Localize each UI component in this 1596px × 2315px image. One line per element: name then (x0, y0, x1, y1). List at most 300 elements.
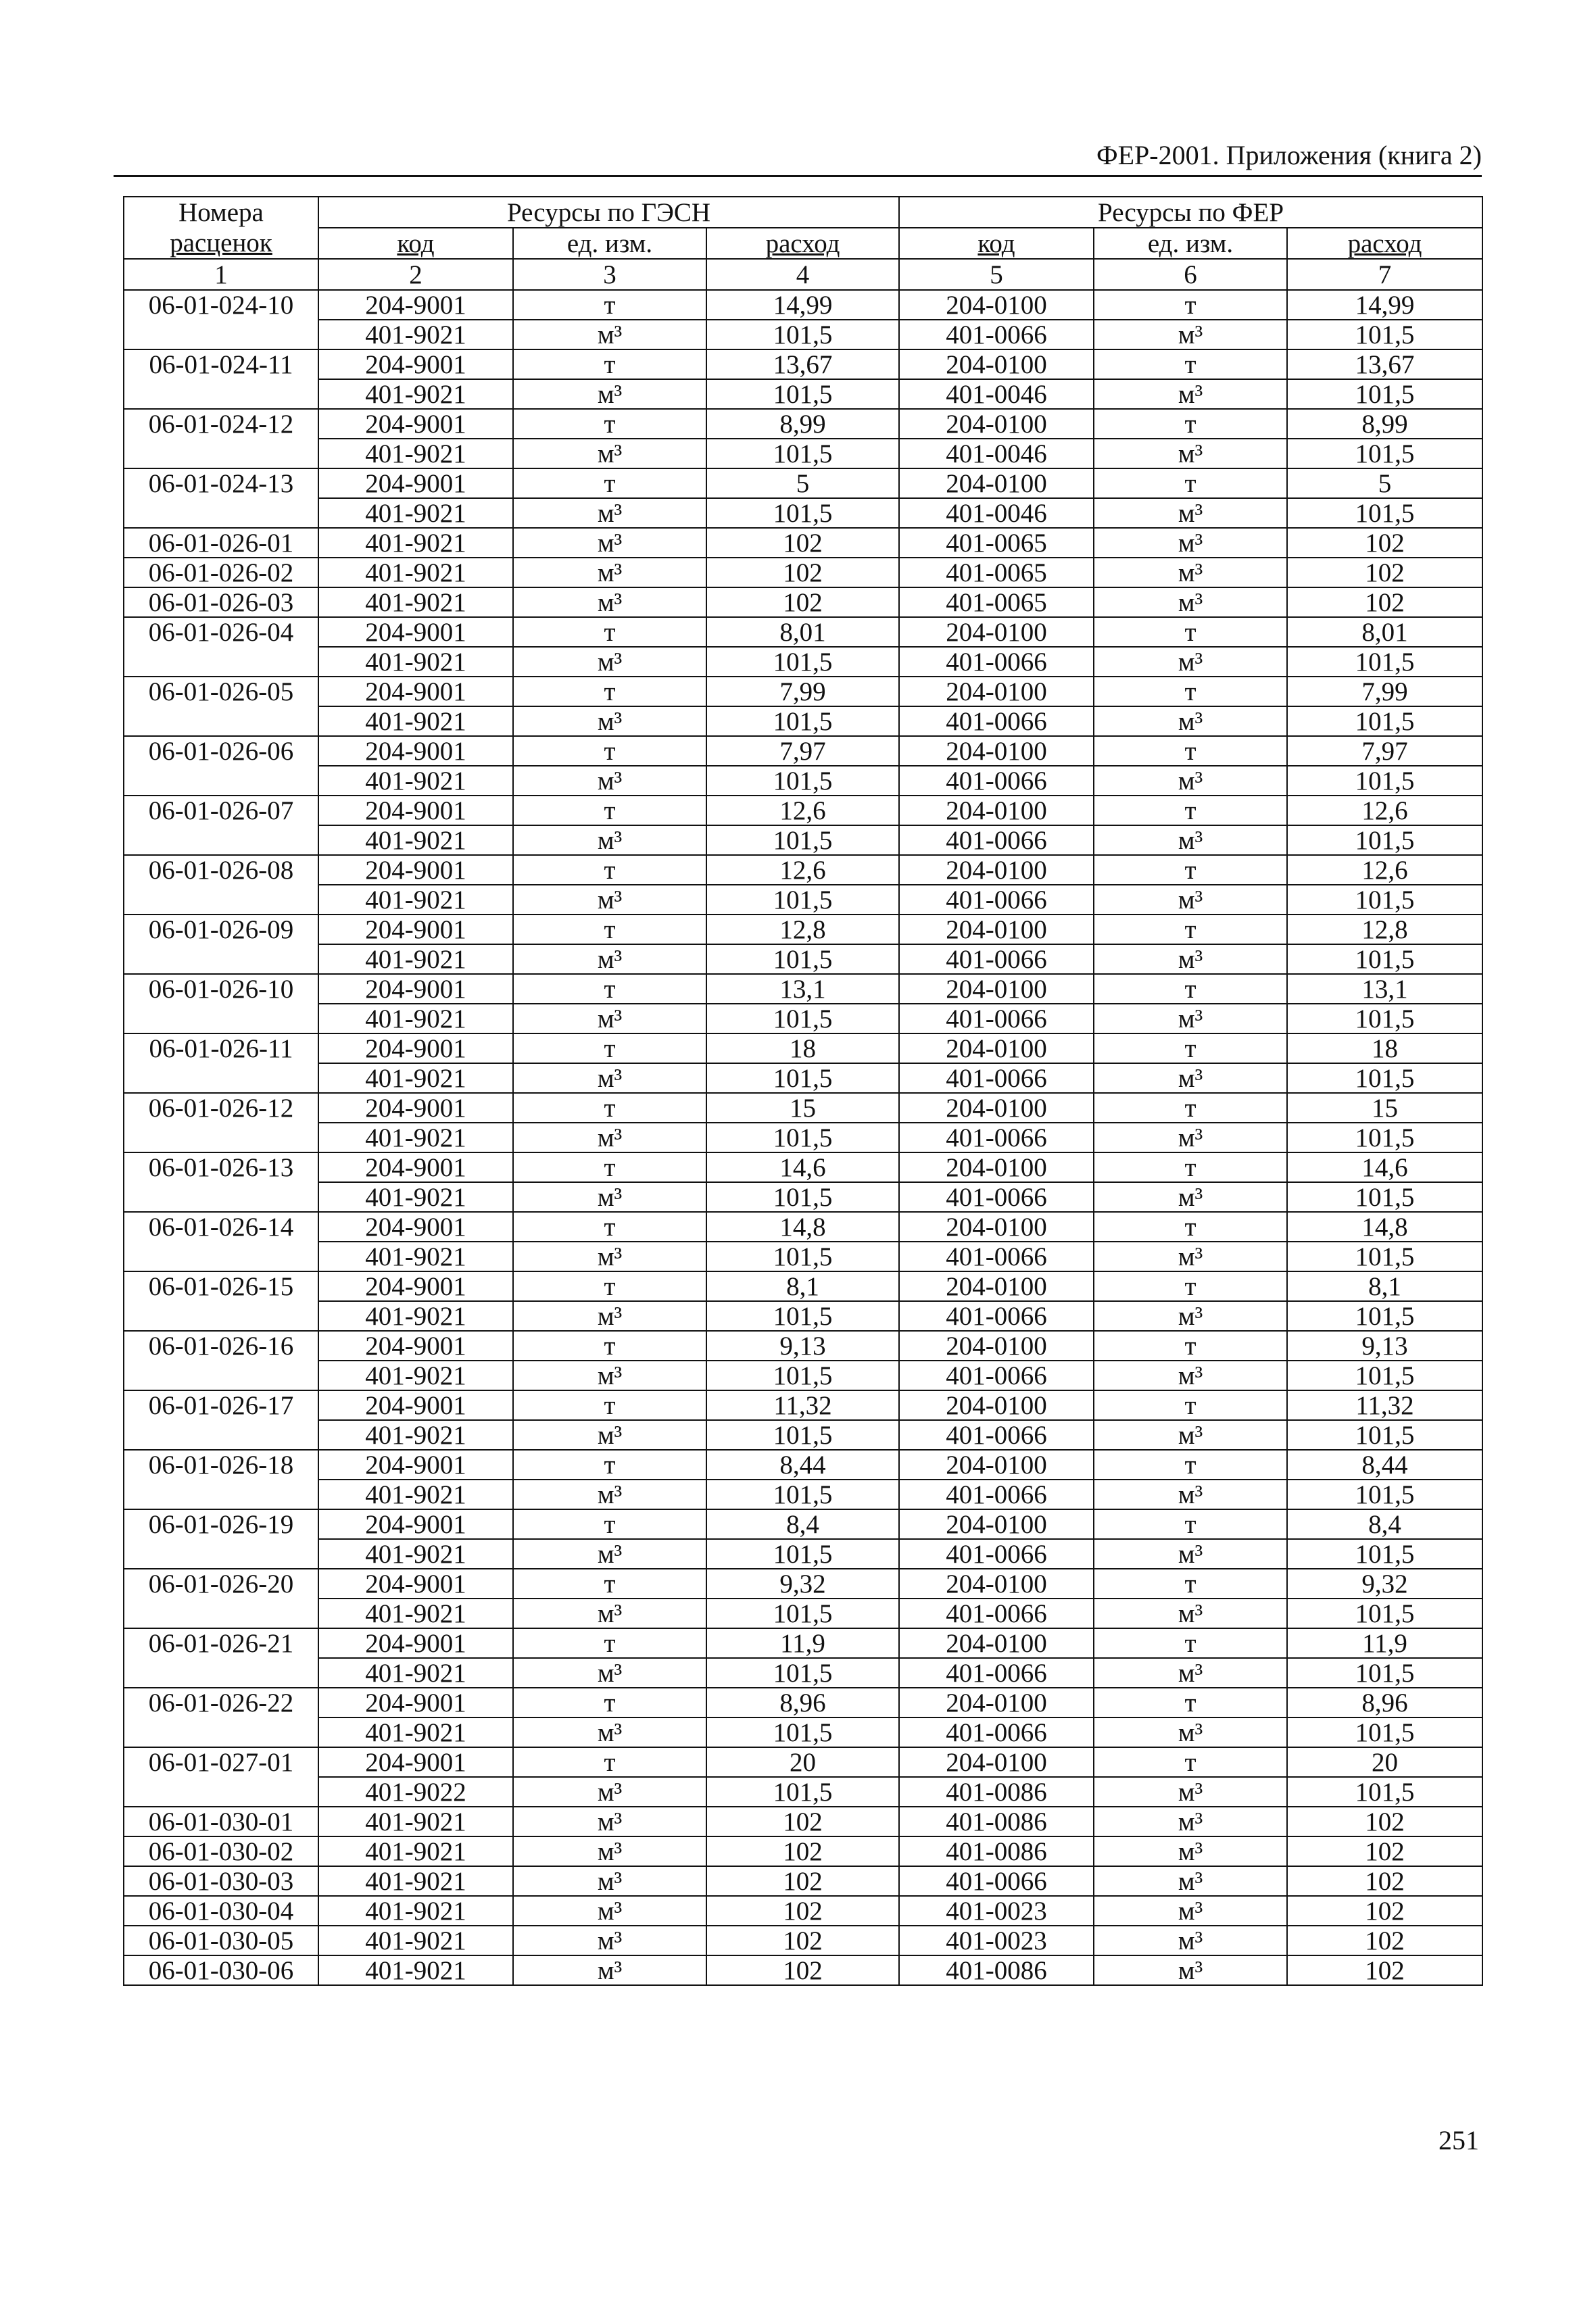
cell-fer-code: 401-0066 (899, 885, 1094, 915)
table-row (124, 617, 1482, 647)
cell-gesn-code: 204-9001 (318, 915, 513, 944)
cell-gesn-amount: 14,8 (706, 1212, 899, 1242)
rate-number-continued (124, 1004, 318, 1033)
page-number: 251 (1438, 2125, 1479, 2155)
rate-number: 06-01-026-05 (124, 677, 318, 706)
cell-gesn-code: 401-9021 (318, 558, 513, 587)
cell-gesn-code: 401-9021 (318, 1658, 513, 1688)
cell-gesn-amount: 12,6 (706, 796, 899, 825)
cell-gesn-unit: т (513, 1152, 706, 1182)
cell-gesn-unit: м³ (513, 1896, 706, 1926)
table-row (124, 587, 1482, 617)
table-row (124, 915, 1482, 944)
cell-fer-code: 401-0066 (899, 1420, 1094, 1450)
cell-gesn-code: 401-9021 (318, 1896, 513, 1926)
cell-fer-unit: м³ (1094, 1926, 1287, 1955)
cell-fer-amount: 102 (1287, 1926, 1482, 1955)
cell-fer-code: 401-0066 (899, 1182, 1094, 1212)
cell-gesn-code: 204-9001 (318, 974, 513, 1004)
cell-fer-amount: 101,5 (1287, 320, 1482, 349)
cell-gesn-unit: т (513, 349, 706, 379)
cell-fer-unit: м³ (1094, 1658, 1287, 1688)
cell-fer-code: 204-0100 (899, 1093, 1094, 1123)
rate-number: 06-01-024-11 (124, 349, 318, 379)
cell-fer-amount: 101,5 (1287, 1717, 1482, 1747)
table-row (124, 677, 1482, 706)
rate-number: 06-01-026-07 (124, 796, 318, 825)
rate-number: 06-01-026-08 (124, 855, 318, 885)
cell-gesn-unit: м³ (513, 1599, 706, 1628)
cell-fer-unit: т (1094, 1271, 1287, 1301)
cell-gesn-unit: м³ (513, 647, 706, 677)
cell-gesn-code: 204-9001 (318, 1747, 513, 1777)
table-row (124, 706, 1482, 736)
rate-number-continued (124, 1539, 318, 1569)
cell-gesn-unit: т (513, 1212, 706, 1242)
table-row (124, 290, 1482, 320)
cell-fer-code: 401-0066 (899, 1123, 1094, 1152)
cell-gesn-code: 401-9021 (318, 1599, 513, 1628)
cell-gesn-amount: 101,5 (706, 439, 899, 468)
cell-gesn-amount: 14,6 (706, 1152, 899, 1182)
header-rule (114, 175, 1482, 177)
cell-gesn-unit: м³ (513, 439, 706, 468)
cell-gesn-amount: 101,5 (706, 1063, 899, 1093)
rate-number: 06-01-030-02 (124, 1836, 318, 1866)
table-row (124, 1123, 1482, 1152)
cell-gesn-unit: т (513, 1628, 706, 1658)
cell-fer-amount: 101,5 (1287, 1480, 1482, 1509)
cell-gesn-unit: т (513, 1331, 706, 1361)
cell-fer-unit: т (1094, 796, 1287, 825)
cell-fer-amount: 9,13 (1287, 1331, 1482, 1361)
rate-number-continued (124, 1242, 318, 1271)
cell-fer-amount: 102 (1287, 1896, 1482, 1926)
cell-gesn-amount: 101,5 (706, 825, 899, 855)
cell-gesn-amount: 101,5 (706, 647, 899, 677)
rate-number-continued (124, 498, 318, 528)
cell-gesn-unit: м³ (513, 1123, 706, 1152)
rate-number: 06-01-024-13 (124, 468, 318, 498)
cell-gesn-unit: м³ (513, 706, 706, 736)
cell-fer-unit: т (1094, 677, 1287, 706)
table-row (124, 944, 1482, 974)
rate-number: 06-01-030-06 (124, 1955, 318, 1985)
cell-gesn-code: 204-9001 (318, 617, 513, 647)
cell-fer-unit: м³ (1094, 1777, 1287, 1807)
table-row (124, 1271, 1482, 1301)
col-num-4: 4 (706, 259, 899, 290)
cell-fer-unit: м³ (1094, 1836, 1287, 1866)
cell-fer-unit: т (1094, 1688, 1287, 1717)
cell-fer-unit: м³ (1094, 587, 1287, 617)
cell-gesn-unit: т (513, 796, 706, 825)
cell-gesn-amount: 101,5 (706, 1599, 899, 1628)
cell-fer-unit: м³ (1094, 1599, 1287, 1628)
cell-fer-unit: т (1094, 915, 1287, 944)
cell-gesn-code: 401-9021 (318, 1182, 513, 1212)
cell-fer-unit: м³ (1094, 1301, 1287, 1331)
rate-number: 06-01-030-04 (124, 1896, 318, 1926)
cell-fer-code: 401-0066 (899, 766, 1094, 796)
cell-fer-code: 401-0046 (899, 379, 1094, 409)
cell-gesn-amount: 101,5 (706, 498, 899, 528)
cell-gesn-unit: т (513, 290, 706, 320)
cell-fer-code: 204-0100 (899, 468, 1094, 498)
cell-gesn-code: 401-9021 (318, 1717, 513, 1747)
rate-number: 06-01-026-18 (124, 1450, 318, 1480)
rate-number: 06-01-030-01 (124, 1807, 318, 1836)
cell-gesn-amount: 14,99 (706, 290, 899, 320)
cell-gesn-code: 401-9021 (318, 1926, 513, 1955)
table-row (124, 1182, 1482, 1212)
cell-gesn-unit: м³ (513, 1836, 706, 1866)
cell-gesn-unit: т (513, 736, 706, 766)
cell-fer-amount: 101,5 (1287, 498, 1482, 528)
cell-fer-unit: т (1094, 1331, 1287, 1361)
col-num-7: 7 (1287, 259, 1482, 290)
cell-gesn-amount: 101,5 (706, 1182, 899, 1212)
table-row (124, 1569, 1482, 1599)
cell-fer-amount: 101,5 (1287, 1063, 1482, 1093)
cell-fer-unit: м³ (1094, 498, 1287, 528)
cell-fer-code: 401-0066 (899, 944, 1094, 974)
cell-fer-amount: 20 (1287, 1747, 1482, 1777)
cell-gesn-amount: 102 (706, 1896, 899, 1926)
cell-fer-code: 204-0100 (899, 915, 1094, 944)
table-row (124, 1152, 1482, 1182)
table-row (124, 1658, 1482, 1688)
cell-gesn-amount: 101,5 (706, 1242, 899, 1271)
cell-gesn-amount: 13,1 (706, 974, 899, 1004)
col-header-fer-code: код (899, 228, 1094, 259)
cell-gesn-code: 401-9021 (318, 439, 513, 468)
cell-fer-amount: 8,01 (1287, 617, 1482, 647)
cell-fer-unit: т (1094, 855, 1287, 885)
cell-gesn-unit: м³ (513, 1539, 706, 1569)
cell-gesn-unit: т (513, 409, 706, 439)
cell-fer-code: 401-0066 (899, 706, 1094, 736)
cell-fer-code: 204-0100 (899, 1331, 1094, 1361)
table-row (124, 320, 1482, 349)
rate-number: 06-01-026-06 (124, 736, 318, 766)
cell-gesn-amount: 18 (706, 1033, 899, 1063)
cell-fer-amount: 12,6 (1287, 855, 1482, 885)
table-row (124, 1688, 1482, 1717)
table-row (124, 855, 1482, 885)
cell-fer-unit: т (1094, 1450, 1287, 1480)
cell-fer-unit: м³ (1094, 1955, 1287, 1985)
cell-fer-amount: 101,5 (1287, 1777, 1482, 1807)
cell-fer-amount: 101,5 (1287, 1599, 1482, 1628)
cell-gesn-code: 401-9021 (318, 1361, 513, 1390)
cell-fer-unit: м³ (1094, 528, 1287, 558)
cell-gesn-amount: 101,5 (706, 706, 899, 736)
rate-number-continued (124, 1361, 318, 1390)
cell-fer-code: 401-0066 (899, 320, 1094, 349)
cell-gesn-code: 401-9021 (318, 320, 513, 349)
rate-number: 06-01-026-09 (124, 915, 318, 944)
table-row (124, 1390, 1482, 1420)
cell-gesn-unit: т (513, 468, 706, 498)
table-row (124, 796, 1482, 825)
cell-fer-code: 401-0066 (899, 1480, 1094, 1509)
cell-gesn-amount: 101,5 (706, 1123, 899, 1152)
cell-fer-unit: т (1094, 1152, 1287, 1182)
cell-fer-amount: 101,5 (1287, 1361, 1482, 1390)
cell-fer-amount: 101,5 (1287, 1539, 1482, 1569)
table-row (124, 1420, 1482, 1450)
cell-gesn-amount: 101,5 (706, 944, 899, 974)
cell-gesn-code: 401-9021 (318, 498, 513, 528)
cell-fer-unit: м³ (1094, 1242, 1287, 1271)
cell-gesn-unit: м³ (513, 1480, 706, 1509)
col-header-gesn: Ресурсы по ГЭСН (318, 197, 899, 228)
cell-fer-code: 204-0100 (899, 855, 1094, 885)
cell-gesn-code: 204-9001 (318, 1212, 513, 1242)
cell-fer-code: 204-0100 (899, 1628, 1094, 1658)
cell-fer-amount: 12,8 (1287, 915, 1482, 944)
rate-number: 06-01-026-03 (124, 587, 318, 617)
cell-fer-amount: 9,32 (1287, 1569, 1482, 1599)
rate-number-continued (124, 944, 318, 974)
cell-fer-unit: м³ (1094, 1123, 1287, 1152)
table-row (124, 1896, 1482, 1926)
rate-number-continued (124, 766, 318, 796)
cell-fer-unit: т (1094, 1390, 1287, 1420)
cell-fer-unit: м³ (1094, 766, 1287, 796)
table-row (124, 1033, 1482, 1063)
cell-fer-amount: 11,9 (1287, 1628, 1482, 1658)
rate-number: 06-01-026-15 (124, 1271, 318, 1301)
cell-gesn-unit: м³ (513, 587, 706, 617)
rate-number-continued (124, 1301, 318, 1331)
cell-gesn-unit: м³ (513, 1182, 706, 1212)
cell-fer-unit: м³ (1094, 379, 1287, 409)
header-row-groups (124, 197, 1482, 228)
cell-gesn-code: 204-9001 (318, 409, 513, 439)
cell-gesn-unit: т (513, 1509, 706, 1539)
rate-number-continued (124, 320, 318, 349)
cell-gesn-unit: м³ (513, 1807, 706, 1836)
cell-gesn-amount: 102 (706, 1807, 899, 1836)
cell-fer-amount: 101,5 (1287, 379, 1482, 409)
cell-fer-code: 204-0100 (899, 1450, 1094, 1480)
cell-gesn-code: 401-9021 (318, 944, 513, 974)
cell-fer-unit: т (1094, 468, 1287, 498)
cell-gesn-amount: 101,5 (706, 885, 899, 915)
cell-fer-code: 401-0066 (899, 1599, 1094, 1628)
rate-number-continued (124, 1717, 318, 1747)
cell-gesn-unit: м³ (513, 320, 706, 349)
table-row (124, 1212, 1482, 1242)
cell-fer-amount: 8,4 (1287, 1509, 1482, 1539)
cell-gesn-code: 401-9021 (318, 1807, 513, 1836)
cell-fer-code: 204-0100 (899, 349, 1094, 379)
cell-fer-unit: м³ (1094, 647, 1287, 677)
cell-fer-amount: 8,99 (1287, 409, 1482, 439)
cell-fer-code: 401-0066 (899, 1866, 1094, 1896)
table-row (124, 1539, 1482, 1569)
cell-gesn-unit: м³ (513, 379, 706, 409)
cell-fer-amount: 8,44 (1287, 1450, 1482, 1480)
cell-fer-amount: 101,5 (1287, 647, 1482, 677)
table-row (124, 766, 1482, 796)
cell-gesn-code: 401-9021 (318, 825, 513, 855)
cell-gesn-amount: 102 (706, 1955, 899, 1985)
table-row (124, 1450, 1482, 1480)
cell-gesn-amount: 8,01 (706, 617, 899, 647)
cell-gesn-code: 401-9021 (318, 1836, 513, 1866)
cell-gesn-unit: т (513, 1033, 706, 1063)
cell-gesn-amount: 102 (706, 1836, 899, 1866)
col-header-fer: Ресурсы по ФЕР (899, 197, 1482, 228)
cell-fer-code: 204-0100 (899, 1152, 1094, 1182)
cell-gesn-code: 401-9021 (318, 647, 513, 677)
cell-gesn-amount: 7,97 (706, 736, 899, 766)
cell-gesn-unit: м³ (513, 766, 706, 796)
cell-fer-code: 204-0100 (899, 1747, 1094, 1777)
cell-gesn-amount: 20 (706, 1747, 899, 1777)
cell-fer-unit: т (1094, 736, 1287, 766)
cell-gesn-code: 204-9001 (318, 1628, 513, 1658)
table-row (124, 1361, 1482, 1390)
table-row (124, 468, 1482, 498)
cell-gesn-code: 204-9001 (318, 1450, 513, 1480)
cell-fer-amount: 101,5 (1287, 706, 1482, 736)
cell-gesn-amount: 12,8 (706, 915, 899, 944)
cell-fer-amount: 14,6 (1287, 1152, 1482, 1182)
cell-fer-code: 204-0100 (899, 1033, 1094, 1063)
cell-gesn-unit: м³ (513, 944, 706, 974)
cell-fer-unit: м³ (1094, 1807, 1287, 1836)
rate-number-continued (124, 1123, 318, 1152)
cell-fer-amount: 18 (1287, 1033, 1482, 1063)
running-header (114, 120, 1482, 195)
cell-fer-amount: 102 (1287, 558, 1482, 587)
cell-gesn-unit: м³ (513, 1926, 706, 1955)
cell-gesn-code: 204-9001 (318, 1509, 513, 1539)
rate-number: 06-01-026-14 (124, 1212, 318, 1242)
rate-number-continued (124, 1063, 318, 1093)
cell-fer-code: 401-0066 (899, 1717, 1094, 1747)
table-row (124, 1955, 1482, 1985)
cell-fer-amount: 102 (1287, 587, 1482, 617)
cell-gesn-unit: т (513, 855, 706, 885)
table-row (124, 528, 1482, 558)
cell-gesn-unit: м³ (513, 1658, 706, 1688)
cell-gesn-unit: м³ (513, 498, 706, 528)
cell-fer-code: 204-0100 (899, 677, 1094, 706)
rate-number-continued (124, 647, 318, 677)
cell-fer-unit: т (1094, 1509, 1287, 1539)
cell-fer-unit: м³ (1094, 1420, 1287, 1450)
rate-number: 06-01-026-21 (124, 1628, 318, 1658)
cell-fer-code: 401-0023 (899, 1896, 1094, 1926)
rate-number: 06-01-027-01 (124, 1747, 318, 1777)
cell-fer-unit: т (1094, 617, 1287, 647)
cell-gesn-unit: м³ (513, 825, 706, 855)
col-num-2: 2 (318, 259, 513, 290)
cell-fer-unit: т (1094, 1212, 1287, 1242)
cell-gesn-amount: 13,67 (706, 349, 899, 379)
cell-gesn-unit: т (513, 974, 706, 1004)
cell-gesn-amount: 101,5 (706, 1480, 899, 1509)
cell-fer-code: 401-0066 (899, 1063, 1094, 1093)
cell-gesn-amount: 101,5 (706, 1777, 899, 1807)
cell-gesn-code: 204-9001 (318, 468, 513, 498)
col-header-rate-top: Номера (124, 197, 318, 228)
cell-gesn-amount: 102 (706, 528, 899, 558)
table-row (124, 379, 1482, 409)
cell-fer-code: 204-0100 (899, 1271, 1094, 1301)
cell-fer-code: 401-0086 (899, 1807, 1094, 1836)
cell-fer-amount: 12,6 (1287, 796, 1482, 825)
rate-number: 06-01-024-12 (124, 409, 318, 439)
table-row (124, 1866, 1482, 1896)
cell-gesn-amount: 12,6 (706, 855, 899, 885)
cell-gesn-unit: т (513, 677, 706, 706)
cell-fer-code: 204-0100 (899, 974, 1094, 1004)
cell-gesn-amount: 101,5 (706, 766, 899, 796)
col-header-rate-label: расценок (170, 228, 272, 258)
rate-number: 06-01-024-10 (124, 290, 318, 320)
rate-number-continued (124, 379, 318, 409)
cell-gesn-amount: 101,5 (706, 1420, 899, 1450)
cell-fer-code: 204-0100 (899, 290, 1094, 320)
cell-gesn-amount: 101,5 (706, 379, 899, 409)
table-row (124, 1717, 1482, 1747)
cell-fer-code: 401-0066 (899, 1361, 1094, 1390)
table-row (124, 647, 1482, 677)
cell-fer-amount: 15 (1287, 1093, 1482, 1123)
cell-gesn-amount: 8,96 (706, 1688, 899, 1717)
cell-gesn-unit: т (513, 1747, 706, 1777)
cell-fer-code: 401-0023 (899, 1926, 1094, 1955)
rate-number-continued (124, 1480, 318, 1509)
cell-gesn-amount: 5 (706, 468, 899, 498)
rate-number: 06-01-026-20 (124, 1569, 318, 1599)
cell-fer-unit: м³ (1094, 944, 1287, 974)
cell-fer-amount: 102 (1287, 1866, 1482, 1896)
table-row (124, 1093, 1482, 1123)
cell-gesn-code: 401-9021 (318, 1123, 513, 1152)
rate-number: 06-01-030-03 (124, 1866, 318, 1896)
cell-gesn-unit: т (513, 1450, 706, 1480)
cell-fer-unit: м³ (1094, 320, 1287, 349)
cell-gesn-code: 401-9021 (318, 528, 513, 558)
table-row (124, 825, 1482, 855)
rate-number-continued (124, 1658, 318, 1688)
cell-gesn-unit: м³ (513, 1004, 706, 1033)
cell-gesn-code: 401-9021 (318, 1242, 513, 1271)
cell-fer-amount: 8,96 (1287, 1688, 1482, 1717)
cell-fer-amount: 8,1 (1287, 1271, 1482, 1301)
cell-gesn-amount: 102 (706, 1926, 899, 1955)
rate-number: 06-01-026-10 (124, 974, 318, 1004)
cell-gesn-unit: м³ (513, 1361, 706, 1390)
rate-number-continued (124, 1599, 318, 1628)
cell-fer-code: 204-0100 (899, 736, 1094, 766)
cell-gesn-unit: т (513, 1093, 706, 1123)
cell-fer-unit: т (1094, 974, 1287, 1004)
col-header-gesn-amount: расход (706, 228, 899, 259)
cell-gesn-code: 204-9001 (318, 736, 513, 766)
cell-fer-code: 401-0046 (899, 498, 1094, 528)
cell-gesn-amount: 15 (706, 1093, 899, 1123)
cell-gesn-code: 401-9021 (318, 766, 513, 796)
cell-fer-amount: 11,32 (1287, 1390, 1482, 1420)
